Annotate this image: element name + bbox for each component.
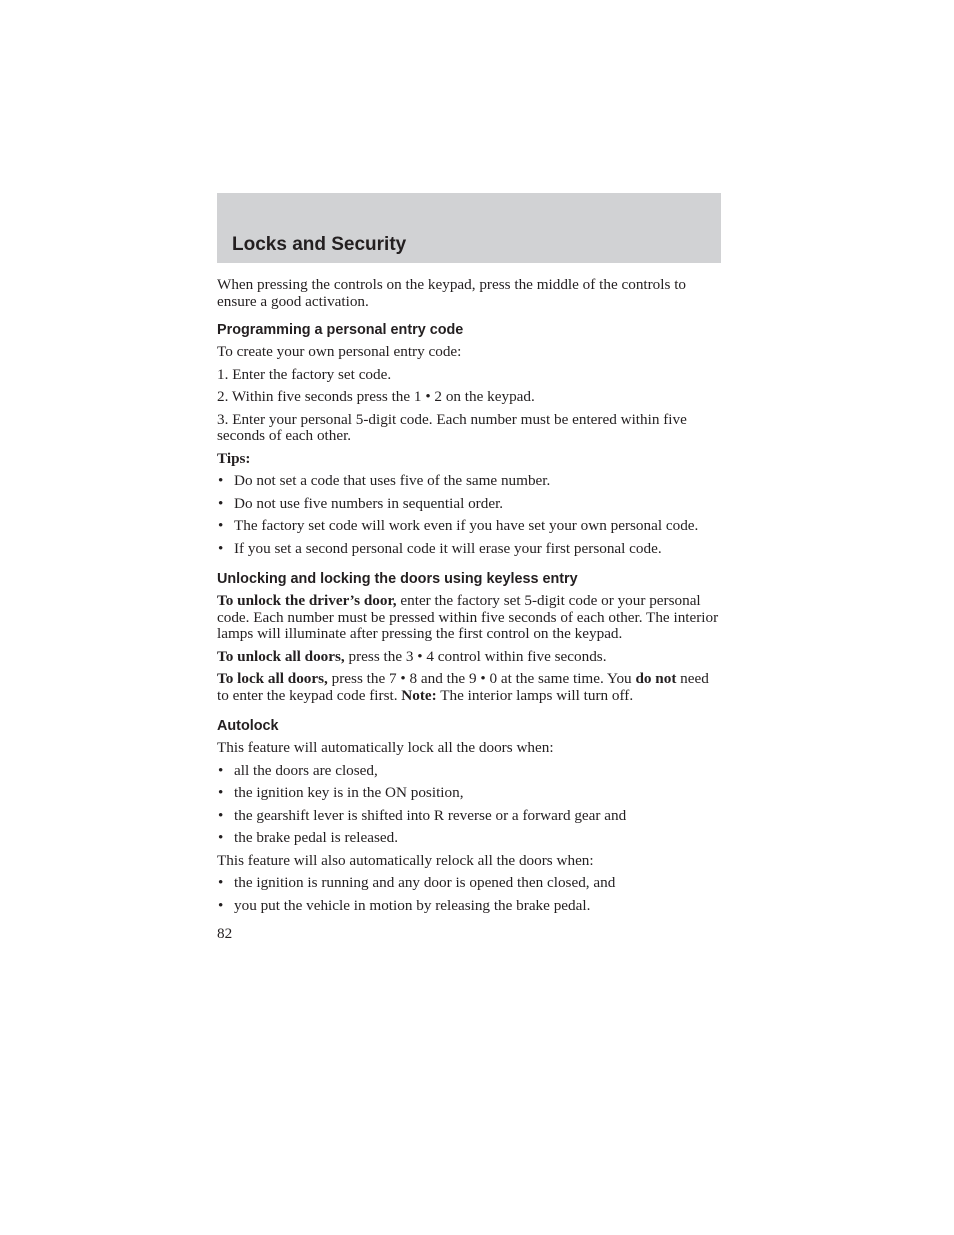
list-item: • the gearshift lever is shifted into R reverse or a forward gear and <box>217 808 723 825</box>
tips-list <box>217 473 723 557</box>
autolock-lead-1: This feature will automatically lock all the doors when: <box>217 739 554 756</box>
page-number: 82 <box>217 925 233 942</box>
programming-heading: Programming a personal entry code <box>217 322 464 338</box>
list-item: • you put the vehicle in motion by releasing the brake pedal. <box>217 898 723 915</box>
tip-item: • If you set a second personal code it will erase your first personal code. <box>217 541 723 558</box>
list-item: • all the doors are closed, <box>217 763 723 780</box>
list-item: • the ignition is running and any door is opened then closed, and <box>217 875 723 892</box>
programming-step-2: 2. Within five seconds press the 1 • 2 on the keypad. <box>217 388 535 405</box>
section-title: Locks and Security <box>232 234 407 255</box>
list-item: • the ignition key is in the ON position, <box>217 785 723 802</box>
tips-label: Tips: <box>217 449 251 467</box>
lock-all-paragraph: To lock all doors, press the 7 • 8 and the 9 • 0 at the same time. You do not need to enter the keypad code first. Note: The interior lamps will turn off. <box>217 670 709 704</box>
list-item: • the brake pedal is released. <box>217 830 723 847</box>
autolock-conditions-list <box>217 763 723 847</box>
relock-conditions-list <box>217 875 723 914</box>
unlock-driver-paragraph: To unlock the driver’s door, enter the factory set 5-digit code or your personal code. Each number must be pressed within five seconds of each other. The interior lamps will illuminate after pressing the first control on the keypad. <box>217 592 719 642</box>
tip-item: • The factory set code will work even if you have set your own personal code. <box>217 518 723 535</box>
programming-step-1: 1. Enter the factory set code. <box>217 365 392 383</box>
programming-lead: To create your own personal entry code: <box>217 343 462 360</box>
tip-item: • Do not set a code that uses five of the same number. <box>217 473 723 490</box>
page-content <box>217 277 723 949</box>
autolock-lead-2: This feature will also automatically relock all the doors when: <box>217 851 594 869</box>
programming-step-3: 3. Enter your personal 5-digit code. Each number must be entered within five seconds of each other. <box>217 410 687 444</box>
autolock-heading: Autolock <box>217 718 279 734</box>
keyless-heading: Unlocking and locking the doors using keyless entry <box>217 571 578 587</box>
tip-item: • Do not use five numbers in sequential order. <box>217 496 723 513</box>
intro-paragraph: When pressing the controls on the keypad, press the middle of the controls to ensure a good activation. <box>217 276 687 310</box>
section-header-band <box>217 193 721 263</box>
unlock-all-paragraph: To unlock all doors, press the 3 • 4 control within five seconds. <box>217 647 607 665</box>
